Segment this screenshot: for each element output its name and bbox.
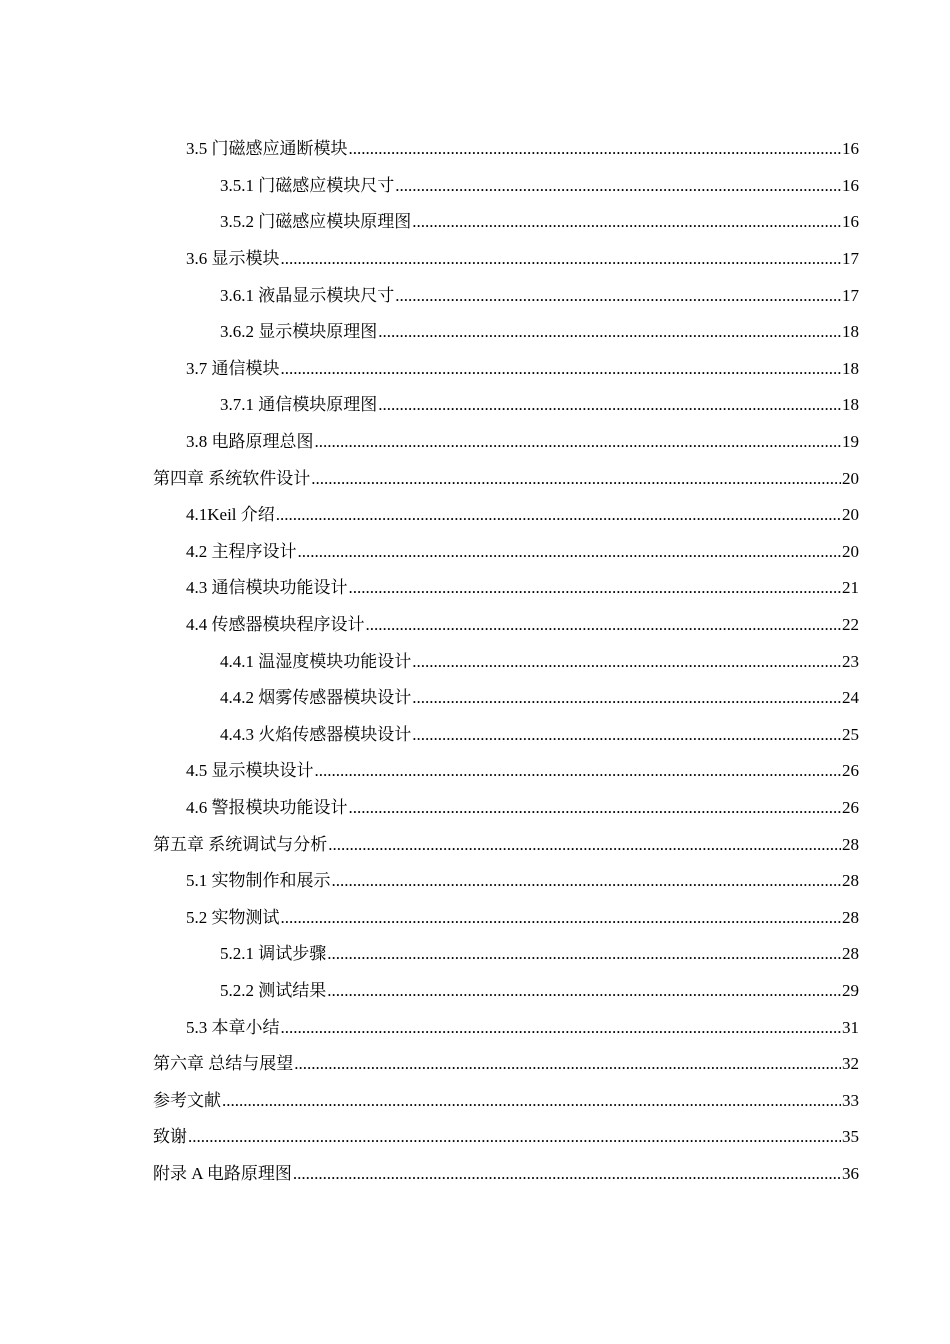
dot-leader — [378, 395, 841, 415]
toc-entry-title: 参考文献 — [153, 1090, 221, 1110]
toc-entry[interactable] — [0, 936, 950, 973]
toc-entry-page: 28 — [842, 834, 859, 854]
dot-leader — [293, 1164, 841, 1184]
dot-leader — [281, 359, 842, 379]
toc-entry-page: 26 — [842, 761, 859, 781]
toc-entry-page: 22 — [842, 615, 859, 635]
toc-entry-title: 4.6 警报模块功能设计 — [186, 797, 348, 817]
toc-entry-title: 3.7 通信模块 — [186, 358, 280, 378]
toc-entry-page: 31 — [842, 1017, 859, 1037]
toc-entry-title: 5.2.2 测试结果 — [220, 980, 327, 1000]
toc-entry[interactable] — [0, 680, 950, 717]
toc-entry-page: 33 — [842, 1090, 859, 1110]
dot-leader — [349, 798, 842, 818]
toc-entry-page: 24 — [842, 688, 859, 708]
toc-entry-title: 4.5 显示模块设计 — [186, 761, 314, 781]
toc-entry-title: 5.1 实物制作和展示 — [186, 871, 331, 891]
dot-leader — [378, 322, 841, 342]
toc-entry[interactable] — [0, 1009, 950, 1046]
toc-entry[interactable] — [0, 424, 950, 461]
dot-leader — [315, 761, 842, 781]
toc-entry-title: 3.5.1 门磁感应模块尺寸 — [220, 175, 395, 195]
dot-leader — [294, 1054, 841, 1074]
dot-leader — [311, 469, 841, 489]
toc-entry-page: 32 — [842, 1054, 859, 1074]
toc-entry-page: 21 — [842, 578, 859, 598]
dot-leader — [395, 286, 841, 306]
toc-entry-page: 19 — [842, 432, 859, 452]
toc-entry-title: 3.6.1 液晶显示模块尺寸 — [220, 285, 395, 305]
toc-entry-page: 18 — [842, 395, 859, 415]
dot-leader — [281, 1018, 842, 1038]
toc-entry-title: 4.1Keil 介绍 — [186, 505, 275, 525]
dot-leader — [412, 212, 841, 232]
toc-entry-page: 20 — [842, 468, 859, 488]
toc-entry-title: 3.6.2 显示模块原理图 — [220, 322, 378, 342]
dot-leader — [412, 725, 841, 745]
dot-leader — [328, 835, 841, 855]
toc-entry[interactable] — [0, 277, 950, 314]
toc-entry-page: 36 — [842, 1163, 859, 1183]
toc-entry-page: 17 — [842, 285, 859, 305]
dot-leader — [298, 542, 842, 562]
toc-entry-page: 16 — [842, 139, 859, 159]
toc-entry[interactable] — [0, 1119, 950, 1156]
dot-leader — [412, 652, 841, 672]
toc-entry-page: 25 — [842, 724, 859, 744]
toc-entry-title: 3.5 门磁感应通断模块 — [186, 139, 348, 159]
dot-leader — [332, 871, 842, 891]
toc-entry[interactable] — [0, 314, 950, 351]
toc-entry-page: 28 — [842, 871, 859, 891]
toc-entry-title: 第四章 系统软件设计 — [153, 468, 311, 488]
toc-entry-title: 4.3 通信模块功能设计 — [186, 578, 348, 598]
toc-entry[interactable] — [0, 643, 950, 680]
toc-entry[interactable] — [0, 607, 950, 644]
toc-entry-page: 20 — [842, 541, 859, 561]
toc-entry-title: 3.5.2 门磁感应模块原理图 — [220, 212, 412, 232]
toc-entry[interactable] — [0, 460, 950, 497]
toc-entry-page: 18 — [842, 358, 859, 378]
toc-entry-page: 16 — [842, 212, 859, 232]
toc-entry-title: 4.4.3 火焰传感器模块设计 — [220, 724, 412, 744]
dot-leader — [412, 688, 841, 708]
toc-entry-page: 28 — [842, 944, 859, 964]
dot-leader — [395, 176, 841, 196]
dot-leader — [281, 249, 842, 269]
toc-entry-title: 4.4 传感器模块程序设计 — [186, 615, 365, 635]
toc-entry-page: 35 — [842, 1127, 859, 1147]
toc-entry-title: 3.8 电路原理总图 — [186, 432, 314, 452]
toc-entry-page: 28 — [842, 907, 859, 927]
toc-entry-title: 5.2 实物测试 — [186, 907, 280, 927]
toc-entry-page: 20 — [842, 505, 859, 525]
toc-entry[interactable] — [0, 204, 950, 241]
toc-entry-page: 17 — [842, 249, 859, 269]
toc-entry[interactable] — [0, 1082, 950, 1119]
toc-entry-page: 26 — [842, 797, 859, 817]
toc-entry-title: 5.3 本章小结 — [186, 1017, 280, 1037]
toc-entry-title: 3.7.1 通信模块原理图 — [220, 395, 378, 415]
toc-entry[interactable] — [0, 899, 950, 936]
dot-leader — [188, 1127, 841, 1147]
toc-entry[interactable] — [0, 717, 950, 754]
dot-leader — [276, 505, 841, 525]
dot-leader — [315, 432, 842, 452]
toc-entry-page: 16 — [842, 175, 859, 195]
toc-entry[interactable] — [0, 826, 950, 863]
dot-leader — [222, 1091, 841, 1111]
toc-entry-title: 致谢 — [153, 1127, 187, 1147]
toc-entry[interactable] — [0, 790, 950, 827]
toc-entry-title: 第五章 系统调试与分析 — [153, 834, 328, 854]
toc-entry-title: 3.6 显示模块 — [186, 249, 280, 269]
toc-entry[interactable] — [0, 973, 950, 1010]
toc-entry[interactable] — [0, 753, 950, 790]
dot-leader — [349, 139, 842, 159]
dot-leader — [281, 908, 842, 928]
toc-entry-title: 4.4.2 烟雾传感器模块设计 — [220, 688, 412, 708]
toc-entry[interactable] — [0, 131, 950, 168]
toc-entry-title: 附录 A 电路原理图 — [153, 1163, 292, 1183]
toc-entry[interactable] — [0, 168, 950, 205]
toc-entry[interactable] — [0, 570, 950, 607]
toc-entry[interactable] — [0, 534, 950, 571]
dot-leader — [327, 944, 841, 964]
toc-entry-title: 4.4.1 温湿度模块功能设计 — [220, 651, 412, 671]
dot-leader — [366, 615, 842, 635]
toc-entry-page: 23 — [842, 651, 859, 671]
toc-entry-title: 4.2 主程序设计 — [186, 541, 297, 561]
toc-entry-page: 29 — [842, 980, 859, 1000]
dot-leader — [349, 578, 842, 598]
table-of-contents — [0, 131, 950, 1192]
toc-entry[interactable] — [0, 351, 950, 388]
toc-entry-page: 18 — [842, 322, 859, 342]
toc-entry[interactable] — [0, 863, 950, 900]
toc-entry[interactable] — [0, 497, 950, 534]
toc-entry[interactable] — [0, 1156, 950, 1193]
toc-entry[interactable] — [0, 387, 950, 424]
toc-entry-title: 5.2.1 调试步骤 — [220, 944, 327, 964]
toc-entry[interactable] — [0, 241, 950, 278]
toc-entry-title: 第六章 总结与展望 — [153, 1054, 294, 1074]
dot-leader — [327, 981, 841, 1001]
toc-entry[interactable] — [0, 1046, 950, 1083]
